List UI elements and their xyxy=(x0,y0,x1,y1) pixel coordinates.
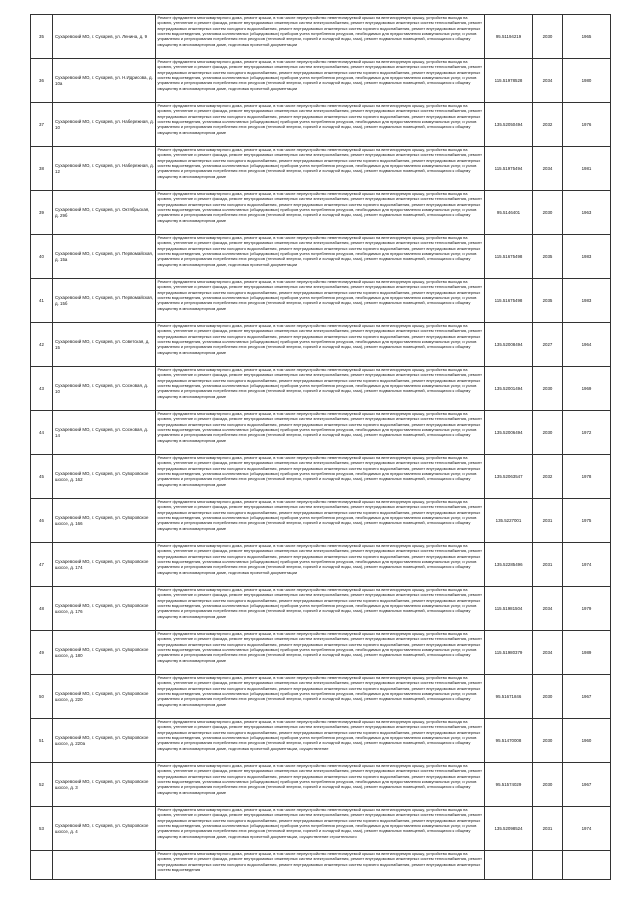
address-cell: Сухаревский МО, г. Сухарев, ул. Октябрьская, д. 29б xyxy=(53,191,156,235)
table-row xyxy=(31,15,611,59)
plan-year-cell xyxy=(533,851,563,880)
address-cell: Сухаревский МО, г. Сухарев, ул. Суворовское шоссе, д. 3 xyxy=(53,763,156,807)
work-description-cell: Ремонт фундамента многоквартирного дома, ремонт крыши, в том числе переустройство невентилируемой крыши на вентилируемую крышу, устройство выхода на кровлю, утепление и ремонт фасада, ремонт внутридомовых инженерных систем электроснабжения, ремонт внутридомовых инженерных систем теплоснабжения, ремонт внутридомовых инженерных систем холодного водоснабжения, ремонт внутридомовых инженерных систем горячего водоснабжения, ремонт внутридомовых инженерных систем водоотведения, установка коллективных (общедомовых) приборов учета потребления ресурсов, необходимых для предоставления коммунальных услуг, и узлов управления и регулирования потребления этих ресурсов (тепловой энергии, горячей и холодной воды, газа), ремонт подвальных помещений, относящихся к общему имуществу в многоквартирном доме, подготовка проектной документации, осуществление строительного xyxy=(156,807,485,851)
build-year-cell xyxy=(563,851,611,880)
plan-year-cell: 2032 xyxy=(533,103,563,147)
address-cell: Сухаревский МО, г. Сухарев, ул. Набережная, д. 10 xyxy=(53,103,156,147)
work-description-cell: Ремонт фундамента многоквартирного дома, ремонт крыши, в том числе переустройство невентилируемой крыши на вентилируемую крышу, устройство выхода на кровлю, утепление и ремонт фасада, ремонт внутридомовых инженерных систем электроснабжения, ремонт внутридомовых инженерных систем теплоснабжения, ремонт внутридомовых инженерных систем холодного водоснабжения, ремонт внутридомовых инженерных систем горячего водоснабжения, ремонт внутридомовых инженерных систем водоотведения, установка коллективных (общедомовых) приборов учета потребления ресурсов, необходимых для предоставления коммунальных услуг, и узлов управления и регулирования потребления этих ресурсов (тепловой энергии, горячей и холодной воды, газа), ремонт подвальных помещений, относящихся к общему имуществу в многоквартирном доме xyxy=(156,631,485,675)
row-number: 42 xyxy=(31,323,53,367)
cost-cell: 135.52285496 xyxy=(485,543,533,587)
build-year-cell: 1975 xyxy=(563,499,611,543)
work-description-cell: Ремонт фундамента многоквартирного дома, ремонт крыши, в том числе переустройство невентилируемой крыши на вентилируемую крышу, устройство выхода на кровлю, утепление и ремонт фасада, ремонт внутридомовых инженерных систем электроснабжения, ремонт внутридомовых инженерных систем теплоснабжения, ремонт внутридомовых инженерных систем холодного водоснабжения, ремонт внутридомовых инженерных систем горячего водоснабжения, ремонт внутридомовых инженерных систем водоотведения, установка коллективных (общедомовых) приборов учета потребления ресурсов, необходимых для предоставления коммунальных услуг, и узлов управления и регулирования потребления этих ресурсов (тепловой энергии, горячей и холодной воды, газа), ремонт подвальных помещений, относящихся к общему имуществу в многоквартирном доме xyxy=(156,675,485,719)
build-year-cell: 1960 xyxy=(563,719,611,763)
build-year-cell: 1974 xyxy=(563,543,611,587)
plan-year-cell: 2035 xyxy=(533,279,563,323)
cost-cell: 95.51470008 xyxy=(485,719,533,763)
row-number: 38 xyxy=(31,147,53,191)
work-description-cell: Ремонт фундамента многоквартирного дома, ремонт крыши, в том числе переустройство невентилируемой крыши на вентилируемую крышу, устройство выхода на кровлю, утепление и ремонт фасада, ремонт внутридомовых инженерных систем электроснабжения, ремонт внутридомовых инженерных систем теплоснабжения, ремонт внутридомовых инженерных систем холодного водоснабжения, ремонт внутридомовых инженерных систем горячего водоснабжения, ремонт внутридомовых инженерных систем водоотведения, установка коллективных (общедомовых) приборов учета потребления ресурсов, необходимых для предоставления коммунальных услуг, и узлов управления и регулирования потребления этих ресурсов (тепловой энергии, горячей и холодной воды, газа), ремонт подвальных помещений, относящихся к общему имуществу в многоквартирном доме xyxy=(156,411,485,455)
plan-year-cell: 2034 xyxy=(533,59,563,103)
plan-year-cell: 2030 xyxy=(533,675,563,719)
build-year-cell: 1979 xyxy=(563,587,611,631)
work-description-cell: Ремонт фундамента многоквартирного дома, ремонт крыши, в том числе переустройство невентилируемой крыши на вентилируемую крышу, устройство выхода на кровлю, утепление и ремонт фасада, ремонт внутридомовых инженерных систем электроснабжения, ремонт внутридомовых инженерных систем теплоснабжения, ремонт внутридомовых инженерных систем холодного водоснабжения, ремонт внутридомовых инженерных систем горячего водоснабжения, ремонт внутридомовых инженерных систем водоотведения, установка коллективных (общедомовых) приборов учета потребления ресурсов, необходимых для предоставления коммунальных услуг, и узлов управления и регулирования потребления этих ресурсов (тепловой энергии, горячей и холодной воды, газа), ремонт подвальных помещений, относящихся к общему имуществу в многоквартирном доме xyxy=(156,455,485,499)
row-number: 40 xyxy=(31,235,53,279)
address-cell: Сухаревский МО, г. Сухарев, ул. Н.Идрисова, д. 10а xyxy=(53,59,156,103)
row-number: 39 xyxy=(31,191,53,235)
build-year-cell: 1976 xyxy=(563,103,611,147)
cost-cell: 135.52008494 xyxy=(485,323,533,367)
row-number: 52 xyxy=(31,763,53,807)
cost-cell: 95.51574029 xyxy=(485,763,533,807)
build-year-cell: 1974 xyxy=(563,807,611,851)
plan-year-cell: 2030 xyxy=(533,763,563,807)
row-number: 41 xyxy=(31,279,53,323)
build-year-cell: 1981 xyxy=(563,147,611,191)
table-row xyxy=(31,367,611,411)
plan-year-cell: 2030 xyxy=(533,411,563,455)
table-body xyxy=(31,15,611,880)
row-number: 50 xyxy=(31,675,53,719)
table-row xyxy=(31,543,611,587)
plan-year-cell: 2034 xyxy=(533,147,563,191)
address-cell: Сухаревский МО, г. Сухарев, ул. Суворовское шоссе, д. 166 xyxy=(53,499,156,543)
plan-year-cell: 2035 xyxy=(533,235,563,279)
cost-cell: 115.51981504 xyxy=(485,587,533,631)
plan-year-cell: 2030 xyxy=(533,191,563,235)
work-description-cell: Ремонт фундамента многоквартирного дома, ремонт крыши, в том числе переустройство невентилируемой крыши на вентилируемую крышу, устройство выхода на кровлю, утепление и ремонт фасада, ремонт внутридомовых инженерных систем электроснабжения, ремонт внутридомовых инженерных систем теплоснабжения, ремонт внутридомовых инженерных систем холодного водоснабжения, ремонт внутридомовых инженерных систем горячего водоснабжения, ремонт внутридомовых инженерных систем водоотведения, установка коллективных (общедомовых) приборов учета потребления ресурсов, необходимых для предоставления коммунальных услуг, и узлов управления и регулирования потребления этих ресурсов (тепловой энергии, горячей и холодной воды, газа), ремонт подвальных помещений, относящихся к общему имуществу в многоквартирном доме xyxy=(156,323,485,367)
build-year-cell: 1972 xyxy=(563,411,611,455)
row-number: 51 xyxy=(31,719,53,763)
address-cell: Сухаревский МО, г. Сухарев, ул. Суворовское шоссе, д. 162 xyxy=(53,455,156,499)
row-number: 49 xyxy=(31,631,53,675)
cost-cell: 135.52098524 xyxy=(485,807,533,851)
work-description-cell: Ремонт фундамента многоквартирного дома, ремонт крыши, в том числе переустройство невентилируемой крыши на вентилируемую крышу, устройство выхода на кровлю, утепление и ремонт фасада, ремонт внутридомовых инженерных систем электроснабжения, ремонт внутридомовых инженерных систем теплоснабжения, ремонт внутридомовых инженерных систем холодного водоснабжения, ремонт внутридомовых инженерных систем горячего водоснабжения, ремонт внутридомовых инженерных систем водоотведения xyxy=(156,851,485,880)
plan-year-cell: 2031 xyxy=(533,543,563,587)
row-number: 36 xyxy=(31,59,53,103)
build-year-cell: 1967 xyxy=(563,763,611,807)
row-number: 45 xyxy=(31,455,53,499)
build-year-cell: 1969 xyxy=(563,367,611,411)
work-description-cell: Ремонт фундамента многоквартирного дома, ремонт крыши, в том числе переустройство невентилируемой крыши на вентилируемую крышу, устройство выхода на кровлю, утепление и ремонт фасада, ремонт внутридомовых инженерных систем электроснабжения, ремонт внутридомовых инженерных систем теплоснабжения, ремонт внутридомовых инженерных систем холодного водоснабжения, ремонт внутридомовых инженерных систем горячего водоснабжения, ремонт внутридомовых инженерных систем водоотведения, установка коллективных (общедомовых) приборов учета потребления ресурсов, необходимых для предоставления коммунальных услуг, и узлов управления и регулирования потребления этих ресурсов (тепловой энергии, горячей и холодной воды, газа), ремонт подвальных помещений, относящихся к общему имуществу в многоквартирном доме, подготовка проектной документации xyxy=(156,543,485,587)
cost-cell: 115.51675498 xyxy=(485,279,533,323)
build-year-cell: 1983 xyxy=(563,235,611,279)
table-row xyxy=(31,279,611,323)
row-number xyxy=(31,851,53,880)
row-number: 48 xyxy=(31,587,53,631)
table-row xyxy=(31,763,611,807)
cost-cell: 95.51194219 xyxy=(485,15,533,59)
cost-cell: 135.52063547 xyxy=(485,455,533,499)
cost-cell: 135.52006494 xyxy=(485,411,533,455)
table-row xyxy=(31,191,611,235)
table-row xyxy=(31,675,611,719)
table-row xyxy=(31,59,611,103)
plan-year-cell: 2031 xyxy=(533,499,563,543)
row-number: 46 xyxy=(31,499,53,543)
table-row xyxy=(31,455,611,499)
work-description-cell: Ремонт фундамента многоквартирного дома, ремонт крыши, в том числе переустройство невентилируемой крыши на вентилируемую крышу, устройство выхода на кровлю, утепление и ремонт фасада, ремонт внутридомовых инженерных систем электроснабжения, ремонт внутридомовых инженерных систем теплоснабжения, ремонт внутридомовых инженерных систем холодного водоснабжения, ремонт внутридомовых инженерных систем горячего водоснабжения, ремонт внутридомовых инженерных систем водоотведения, установка коллективных (общедомовых) приборов учета потребления ресурсов, необходимых для предоставления коммунальных услуг, и узлов управления и регулирования потребления этих ресурсов (тепловой энергии, горячей и холодной воды, газа), ремонт подвальных помещений, относящихся к общему имуществу в многоквартирном доме xyxy=(156,279,485,323)
table-row xyxy=(31,103,611,147)
address-cell: Сухаревский МО, г. Сухарев, ул. Суворовское шоссе, д. 220а xyxy=(53,719,156,763)
cost-cell: 95.5146401 xyxy=(485,191,533,235)
cost-cell: 115.51675498 xyxy=(485,235,533,279)
address-cell: Сухаревский МО, г. Сухарев, ул. Сосновая, д. 14 xyxy=(53,411,156,455)
address-cell: Сухаревский МО, г. Сухарев, ул. Набережная, д. 12 xyxy=(53,147,156,191)
build-year-cell: 1965 xyxy=(563,15,611,59)
cost-cell xyxy=(485,851,533,880)
build-year-cell: 1978 xyxy=(563,455,611,499)
plan-year-cell: 2030 xyxy=(533,15,563,59)
address-cell: Сухаревский МО, г. Сухарев, ул. Суворовское шоссе, д. 180 xyxy=(53,631,156,675)
cost-cell: 135.52050494 xyxy=(485,103,533,147)
table-row xyxy=(31,719,611,763)
address-cell: Сухаревский МО, г. Сухарев, ул. Первомайская, д. 15а xyxy=(53,235,156,279)
build-year-cell: 1967 xyxy=(563,675,611,719)
plan-year-cell: 2031 xyxy=(533,807,563,851)
plan-year-cell: 2027 xyxy=(533,323,563,367)
address-cell: Сухаревский МО, г. Сухарев, ул. Суворовское шоссе, д. 4 xyxy=(53,807,156,851)
cost-cell: 135.52001494 xyxy=(485,367,533,411)
work-description-cell: Ремонт фундамента многоквартирного дома, ремонт крыши, в том числе переустройство невентилируемой крыши на вентилируемую крышу, устройство выхода на кровлю, утепление и ремонт фасада, ремонт внутридомовых инженерных систем электроснабжения, ремонт внутридомовых инженерных систем теплоснабжения, ремонт внутридомовых инженерных систем холодного водоснабжения, ремонт внутридомовых инженерных систем горячего водоснабжения, ремонт внутридомовых инженерных систем водоотведения, установка коллективных (общедомовых) приборов учета потребления ресурсов, необходимых для предоставления коммунальных услуг, и узлов управления и регулирования потребления этих ресурсов (тепловой энергии, горячей и холодной воды, газа), ремонт подвальных помещений, относящихся к общему имуществу в многоквартирном доме, подготовка проектной документации, осуществление xyxy=(156,719,485,763)
address-cell: Сухаревский МО, г. Сухарев, ул. Первомайская, д. 15б xyxy=(53,279,156,323)
address-cell: Сухаревский МО, г. Сухарев, ул. Сосновая, д. 10 xyxy=(53,367,156,411)
build-year-cell: 1983 xyxy=(563,279,611,323)
row-number: 37 xyxy=(31,103,53,147)
work-description-cell: Ремонт фундамента многоквартирного дома, ремонт крыши, в том числе переустройство невентилируемой крыши на вентилируемую крышу, устройство выхода на кровлю, утепление и ремонт фасада, ремонт внутридомовых инженерных систем электроснабжения, ремонт внутридомовых инженерных систем теплоснабжения, ремонт внутридомовых инженерных систем холодного водоснабжения, ремонт внутридомовых инженерных систем горячего водоснабжения, ремонт внутридомовых инженерных систем водоотведения, установка коллективных (общедомовых) приборов учета потребления ресурсов, необходимых для предоставления коммунальных услуг, и узлов управления и регулирования потребления этих ресурсов (тепловой энергии, горячей и холодной воды, газа), ремонт подвальных помещений, относящихся к общему имуществу в многоквартирном доме xyxy=(156,367,485,411)
work-description-cell: Ремонт фундамента многоквартирного дома, ремонт крыши, в том числе переустройство невентилируемой крыши на вентилируемую крышу, устройство выхода на кровлю, утепление и ремонт фасада, ремонт внутридомовых инженерных систем электроснабжения, ремонт внутридомовых инженерных систем теплоснабжения, ремонт внутридомовых инженерных систем холодного водоснабжения, ремонт внутридомовых инженерных систем горячего водоснабжения, ремонт внутридомовых инженерных систем водоотведения, установка коллективных (общедомовых) приборов учета потребления ресурсов, необходимых для предоставления коммунальных услуг, и узлов управления и регулирования потребления этих ресурсов (тепловой энергии, горячей и холодной воды, газа), ремонт подвальных помещений, относящихся к общему имуществу в многоквартирном доме, подготовка проектной документации xyxy=(156,59,485,103)
address-cell: Сухаревский МО, г. Сухарев, ул. Ленина, д. 9 xyxy=(53,15,156,59)
table-row xyxy=(31,499,611,543)
plan-year-cell: 2034 xyxy=(533,587,563,631)
build-year-cell: 1989 xyxy=(563,631,611,675)
work-description-cell: Ремонт фундамента многоквартирного дома, ремонт крыши, в том числе переустройство невентилируемой крыши на вентилируемую крышу, устройство выхода на кровлю, утепление и ремонт фасада, ремонт внутридомовых инженерных систем электроснабжения, ремонт внутридомовых инженерных систем теплоснабжения, ремонт внутридомовых инженерных систем холодного водоснабжения, ремонт внутридомовых инженерных систем горячего водоснабжения, ремонт внутридомовых инженерных систем водоотведения, установка коллективных (общедомовых) приборов учета потребления ресурсов, необходимых для предоставления коммунальных услуг, и узлов управления и регулирования потребления этих ресурсов (тепловой энергии, горячей и холодной воды, газа), ремонт подвальных помещений, относящихся к общему имуществу в многоквартирном доме, подготовка проектной документации xyxy=(156,235,485,279)
table-row xyxy=(31,851,611,880)
table-row xyxy=(31,587,611,631)
address-cell: Сухаревский МО, г. Сухарев, ул. Суворовское шоссе, д. 176 xyxy=(53,587,156,631)
work-description-cell: Ремонт фундамента многоквартирного дома, ремонт крыши, в том числе переустройство невентилируемой крыши на вентилируемую крышу, устройство выхода на кровлю, утепление и ремонт фасада, ремонт внутридомовых инженерных систем электроснабжения, ремонт внутридомовых инженерных систем теплоснабжения, ремонт внутридомовых инженерных систем холодного водоснабжения, ремонт внутридомовых инженерных систем горячего водоснабжения, ремонт внутридомовых инженерных систем водоотведения, установка коллективных (общедомовых) приборов учета потребления ресурсов, необходимых для предоставления коммунальных услуг, и узлов управления и регулирования потребления этих ресурсов (тепловой энергии, горячей и холодной воды, газа), ремонт подвальных помещений, относящихся к общему имуществу в многоквартирном доме xyxy=(156,147,485,191)
work-description-cell: Ремонт фундамента многоквартирного дома, ремонт крыши, в том числе переустройство невентилируемой крыши на вентилируемую крышу, устройство выхода на кровлю, утепление и ремонт фасада, ремонт внутридомовых инженерных систем электроснабжения, ремонт внутридомовых инженерных систем теплоснабжения, ремонт внутридомовых инженерных систем холодного водоснабжения, ремонт внутридомовых инженерных систем горячего водоснабжения, ремонт внутридомовых инженерных систем водоотведения, установка коллективных (общедомовых) приборов учета потребления ресурсов, необходимых для предоставления коммунальных услуг, и узлов управления и регулирования потребления этих ресурсов (тепловой энергии, горячей и холодной воды, газа), ремонт подвальных помещений, относящихся к общему имуществу в многоквартирном доме xyxy=(156,499,485,543)
plan-year-cell: 2030 xyxy=(533,367,563,411)
address-cell: Сухаревский МО, г. Сухарев, ул. Суворовское шоссе, д. 174 xyxy=(53,543,156,587)
work-description-cell: Ремонт фундамента многоквартирного дома, ремонт крыши, в том числе переустройство невентилируемой крыши на вентилируемую крышу, устройство выхода на кровлю, утепление и ремонт фасада, ремонт внутридомовых инженерных систем электроснабжения, ремонт внутридомовых инженерных систем теплоснабжения, ремонт внутридомовых инженерных систем холодного водоснабжения, ремонт внутридомовых инженерных систем горячего водоснабжения, ремонт внутридомовых инженерных систем водоотведения, установка коллективных (общедомовых) приборов учета потребления ресурсов, необходимых для предоставления коммунальных услуг, и узлов управления и регулирования потребления этих ресурсов (тепловой энергии, горячей и холодной воды, газа), ремонт подвальных помещений, относящихся к общему имуществу в многоквартирном доме, подготовка проектной документации xyxy=(156,15,485,59)
plan-year-cell: 2032 xyxy=(533,455,563,499)
row-number: 43 xyxy=(31,367,53,411)
cost-cell: 115.51980379 xyxy=(485,631,533,675)
cost-cell: 115.51978528 xyxy=(485,59,533,103)
table-row xyxy=(31,235,611,279)
address-cell: Сухаревский МО, г. Сухарев, ул. Суворовское шоссе, д. 220 xyxy=(53,675,156,719)
cost-cell: 115.51975494 xyxy=(485,147,533,191)
address-cell xyxy=(53,851,156,880)
build-year-cell: 1964 xyxy=(563,323,611,367)
table-row xyxy=(31,323,611,367)
row-number: 44 xyxy=(31,411,53,455)
build-year-cell: 1963 xyxy=(563,191,611,235)
row-number: 47 xyxy=(31,543,53,587)
row-number: 35 xyxy=(31,15,53,59)
row-number: 53 xyxy=(31,807,53,851)
work-description-cell: Ремонт фундамента многоквартирного дома, ремонт крыши, в том числе переустройство невентилируемой крыши на вентилируемую крышу, устройство выхода на кровлю, утепление и ремонт фасада, ремонт внутридомовых инженерных систем электроснабжения, ремонт внутридомовых инженерных систем теплоснабжения, ремонт внутридомовых инженерных систем холодного водоснабжения, ремонт внутридомовых инженерных систем горячего водоснабжения, ремонт внутридомовых инженерных систем водоотведения, установка коллективных (общедомовых) приборов учета потребления ресурсов, необходимых для предоставления коммунальных услуг, и узлов управления и регулирования потребления этих ресурсов (тепловой энергии, горячей и холодной воды, газа), ремонт подвальных помещений, относящихся к общему имуществу в многоквартирном доме xyxy=(156,103,485,147)
cost-cell: 95.51671846 xyxy=(485,675,533,719)
table-row xyxy=(31,147,611,191)
work-description-cell: Ремонт фундамента многоквартирного дома, ремонт крыши, в том числе переустройство невентилируемой крыши на вентилируемую крышу, устройство выхода на кровлю, утепление и ремонт фасада, ремонт внутридомовых инженерных систем электроснабжения, ремонт внутридомовых инженерных систем теплоснабжения, ремонт внутридомовых инженерных систем холодного водоснабжения, ремонт внутридомовых инженерных систем горячего водоснабжения, ремонт внутридомовых инженерных систем водоотведения, установка коллективных (общедомовых) приборов учета потребления ресурсов, необходимых для предоставления коммунальных услуг, и узлов управления и регулирования потребления этих ресурсов (тепловой энергии, горячей и холодной воды, газа), ремонт подвальных помещений, относящихся к общему имуществу в многоквартирном доме xyxy=(156,587,485,631)
build-year-cell: 1980 xyxy=(563,59,611,103)
work-description-cell: Ремонт фундамента многоквартирного дома, ремонт крыши, в том числе переустройство невентилируемой крыши на вентилируемую крышу, устройство выхода на кровлю, утепление и ремонт фасада, ремонт внутридомовых инженерных систем электроснабжения, ремонт внутридомовых инженерных систем теплоснабжения, ремонт внутридомовых инженерных систем холодного водоснабжения, ремонт внутридомовых инженерных систем горячего водоснабжения, ремонт внутридомовых инженерных систем водоотведения, установка коллективных (общедомовых) приборов учета потребления ресурсов, необходимых для предоставления коммунальных услуг, и узлов управления и регулирования потребления этих ресурсов (тепловой энергии, горячей и холодной воды, газа), ремонт подвальных помещений, относящихся к общему имуществу в многоквартирном доме xyxy=(156,763,485,807)
capital-repair-table xyxy=(30,14,611,880)
plan-year-cell: 2030 xyxy=(533,719,563,763)
work-description-cell: Ремонт фундамента многоквартирного дома, ремонт крыши, в том числе переустройство невентилируемой крыши на вентилируемую крышу, устройство выхода на кровлю, утепление и ремонт фасада, ремонт внутридомовых инженерных систем электроснабжения, ремонт внутридомовых инженерных систем теплоснабжения, ремонт внутридомовых инженерных систем холодного водоснабжения, ремонт внутридомовых инженерных систем горячего водоснабжения, ремонт внутридомовых инженерных систем водоотведения, установка коллективных (общедомовых) приборов учета потребления ресурсов, необходимых для предоставления коммунальных услуг, и узлов управления и регулирования потребления этих ресурсов (тепловой энергии, горячей и холодной воды, газа), ремонт подвальных помещений, относящихся к общему имуществу в многоквартирном доме xyxy=(156,191,485,235)
document-page xyxy=(30,14,610,880)
table-row xyxy=(31,411,611,455)
table-row xyxy=(31,807,611,851)
address-cell: Сухаревский МО, г. Сухарев, ул. Советская, д. 15 xyxy=(53,323,156,367)
table-row xyxy=(31,631,611,675)
cost-cell: 135.5227001 xyxy=(485,499,533,543)
plan-year-cell: 2034 xyxy=(533,631,563,675)
